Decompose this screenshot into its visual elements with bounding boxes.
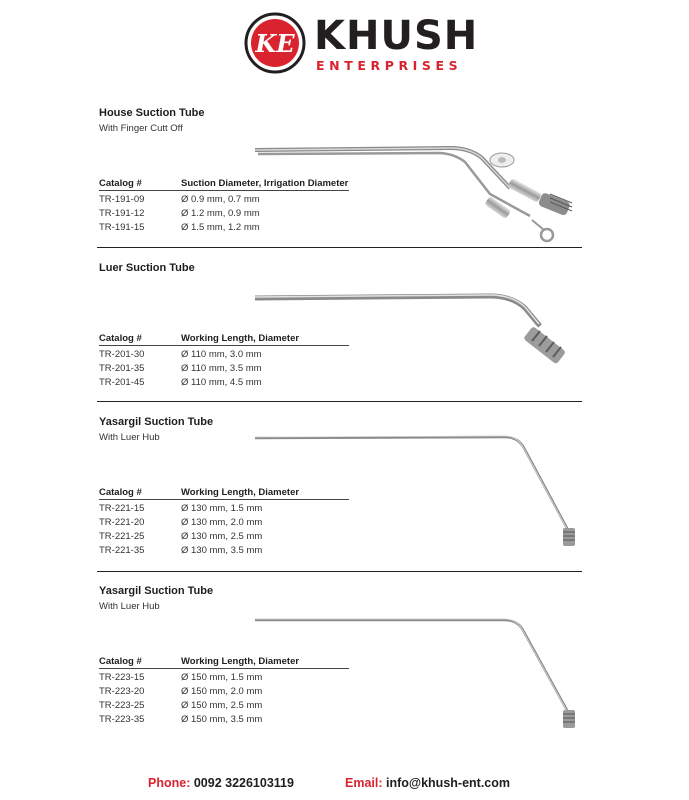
catalog-number: TR-201-30 <box>99 349 145 360</box>
section-divider <box>97 247 582 248</box>
product-title: Yasargil Suction Tube <box>99 416 214 428</box>
phone-contact <box>148 776 294 790</box>
brand-tagline: ENTERPRISES <box>316 58 463 73</box>
col-spec-header: Working Length, Diameter <box>181 656 300 667</box>
catalog-number: TR-221-25 <box>99 531 145 542</box>
catalog-number: TR-201-45 <box>99 377 145 388</box>
col-catalog-header: Catalog # <box>99 656 142 667</box>
spec-value: Ø 130 mm, 2.5 mm <box>181 531 263 542</box>
product-title: Luer Suction Tube <box>99 262 195 274</box>
spec-value: Ø 150 mm, 2.5 mm <box>181 700 263 711</box>
spec-value: Ø 130 mm, 3.5 mm <box>181 545 263 556</box>
spec-value: Ø 130 mm, 1.5 mm <box>181 503 263 514</box>
spec-value: Ø 150 mm, 2.0 mm <box>181 686 263 697</box>
catalog-number: TR-221-35 <box>99 545 145 556</box>
phone-label: Phone: <box>148 776 191 790</box>
spec-value: Ø 150 mm, 1.5 mm <box>181 672 263 683</box>
catalog-number: TR-221-20 <box>99 517 145 528</box>
spec-value: Ø 1.2 mm, 0.9 mm <box>181 208 260 219</box>
catalog-number: TR-191-09 <box>99 194 145 205</box>
spec-value: Ø 110 mm, 3.0 mm <box>181 349 262 360</box>
product-subtitle: With Luer Hub <box>99 432 160 443</box>
col-catalog-header: Catalog # <box>99 178 142 189</box>
spec-value: Ø 1.5 mm, 1.2 mm <box>181 222 260 233</box>
spec-value: Ø 110 mm, 3.5 mm <box>181 363 262 374</box>
spec-value: Ø 110 mm, 4.5 mm <box>181 377 262 388</box>
spec-value: Ø 150 mm, 3.5 mm <box>181 714 263 725</box>
house-suction-tube-image <box>250 136 590 246</box>
catalog-number: TR-223-35 <box>99 714 145 725</box>
catalog-number: TR-221-15 <box>99 503 145 514</box>
spec-value: Ø 0.9 mm, 0.7 mm <box>181 194 260 205</box>
luer-suction-tube-image <box>250 286 590 366</box>
col-spec-header: Suction Diameter, Irrigation Diameter <box>181 178 349 189</box>
col-catalog-header: Catalog # <box>99 487 142 498</box>
col-spec-header: Working Length, Diameter <box>181 487 300 498</box>
email-address[interactable]: info@khush-ent.com <box>386 776 510 790</box>
logo-letters: KE <box>255 29 295 58</box>
brand-name: KHUSH <box>314 13 479 59</box>
product-subtitle: With Luer Hub <box>99 601 160 612</box>
spec-value: Ø 130 mm, 2.0 mm <box>181 517 263 528</box>
phone-number[interactable]: 0092 3226103119 <box>193 776 294 790</box>
catalog-number: TR-191-12 <box>99 208 145 219</box>
product-title: Yasargil Suction Tube <box>99 585 214 597</box>
col-spec-header: Working Length, Diameter <box>181 333 300 344</box>
brand-logo <box>244 12 479 80</box>
section-divider <box>97 571 582 572</box>
product-subtitle: With Finger Cutt Off <box>99 123 183 134</box>
catalog-number: TR-223-20 <box>99 686 145 697</box>
catalog-number: TR-223-25 <box>99 700 145 711</box>
logo-emblem-icon <box>244 12 306 74</box>
catalog-number: TR-223-15 <box>99 672 145 683</box>
yasargil-suction-tube-130-image <box>250 430 590 550</box>
product-title: House Suction Tube <box>99 107 205 119</box>
yasargil-suction-tube-150-image <box>250 612 590 732</box>
catalog-number: TR-201-35 <box>99 363 145 374</box>
email-label: Email: <box>345 776 383 790</box>
catalog-number: TR-191-15 <box>99 222 145 233</box>
section-divider <box>97 401 582 402</box>
col-catalog-header: Catalog # <box>99 333 142 344</box>
email-contact <box>345 776 510 790</box>
